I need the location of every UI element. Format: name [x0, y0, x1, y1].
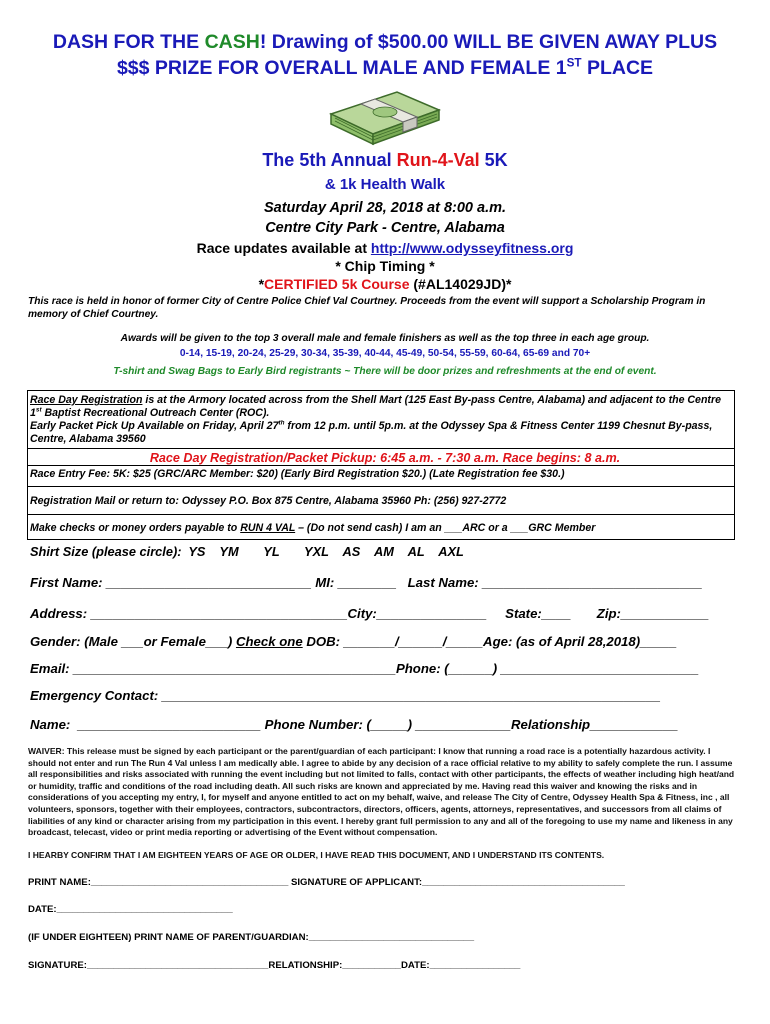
headline-part: $$$ PRIZE FOR OVERALL MALE AND FEMALE 1 [116, 57, 567, 79]
event-location: Centre City Park - Centre, Alabama [265, 220, 505, 236]
headline-cash: CASH [204, 31, 260, 53]
gender-part: Gender: (Male ___or Female___) [30, 634, 236, 649]
event-subtitle: & 1k Health Walk [324, 176, 446, 193]
headline-line-2 [0, 56, 770, 80]
box-divider [27, 448, 735, 449]
race-updates [0, 240, 770, 256]
headline-part: ! Drawing of $500.00 WILL BE GIVEN AWAY PLUS [259, 31, 718, 53]
early-part: Early Packet Pick Up Available on Friday, April 27 [30, 420, 279, 432]
shirt-size-field[interactable]: Shirt Size (please circle): YS YM YL YXL AS AM AL AXL [30, 544, 464, 559]
early-pickup-text [30, 420, 735, 446]
checks-payable [30, 522, 595, 534]
checks-part: Make checks or money orders payable to [30, 522, 241, 534]
title-part: The 5th Annual [262, 150, 397, 170]
title-part: 5K [479, 150, 508, 170]
event-title [0, 150, 770, 171]
entry-fee: Race Entry Fee: 5K: $25 (GRC/ARC Member: $20) (Early Bird Registration $20.) (Late Registration fee $30.) [30, 468, 565, 480]
guardian-name-line[interactable]: (IF UNDER EIGHTEEN) PRINT NAME OF PARENT/GUARDIAN:_______________________________ [28, 932, 475, 943]
headline-line-1 [0, 30, 770, 54]
box-divider [27, 465, 735, 466]
armory-text [30, 394, 735, 420]
gender-check-one: Check one [235, 634, 303, 649]
chip-timing: * Chip Timing * [335, 258, 435, 274]
waiver-confirm: I HEARBY CONFIRM THAT I AM EIGHTEEN YEARS OF AGE OR OLDER, I HAVE READ THIS DOCUMENT, AND I UNDERSTAND ITS CONTENTS. [28, 850, 605, 860]
headline-part: PLACE [581, 57, 654, 79]
headline-sup: ST [566, 56, 582, 70]
checks-part: – (Do not send cash) I am an ___ARC or a ___GRC Member [295, 522, 596, 534]
gender-part: DOB: _______/______/_____Age: (as of April 28,2018)_____ [302, 634, 677, 649]
armory-ul: Race Day Registration [30, 394, 143, 406]
armory-part: Baptist Recreational Outreach Center (ROC). [41, 407, 270, 419]
print-name-line[interactable]: PRINT NAME:_____________________________________ SIGNATURE OF APPLICANT:______________________________________ [28, 877, 625, 888]
race-updates-label: Race updates available at [196, 240, 371, 256]
box-divider [27, 486, 735, 487]
mail-address: Registration Mail or return to: Odyssey P.O. Box 875 Centre, Alabama 35960 Ph: (256) 927-2772 [30, 495, 507, 507]
early-sup: th [278, 419, 285, 427]
address-field[interactable]: Address: ___________________________________City:_______________ State:____ Zip:____________ [30, 606, 709, 621]
cert-part: * [258, 276, 265, 292]
money-stack-icon [327, 84, 443, 146]
age-groups: 0-14, 15-19, 20-24, 25-29, 30-34, 35-39, 40-44, 45-49, 50-54, 55-59, 60-64, 65-69 and 70+ [179, 348, 591, 359]
title-run-4-val: Run-4-Val [396, 150, 480, 170]
email-phone-field[interactable]: Email: ____________________________________________Phone: (______) ___________________________ [30, 661, 699, 676]
headline-part: DASH FOR THE [52, 31, 205, 53]
tshirt-text: T-shirt and Swag Bags to Early Bird registrants ~ There will be door prizes and refreshments at the end of event. [113, 366, 657, 377]
signature-line[interactable]: SIGNATURE:__________________________________RELATIONSHIP:___________DATE:_________________ [28, 960, 521, 971]
event-date: Saturday April 28, 2018 at 8:00 a.m. [263, 200, 507, 216]
name-field[interactable]: First Name: ____________________________ MI: ________ Last Name: ______________________________ [30, 575, 703, 590]
honor-text: This race is held in honor of former City of Centre Police Chief Val Courtney. Proceeds from the event will support a Scholarship Program in memory of Chief Courtney. [28, 296, 706, 320]
emergency-name-field[interactable]: Name: _________________________ Phone Number: (_____) _____________Relationship____________ [30, 717, 679, 732]
packet-pickup: Race Day Registration/Packet Pickup: 6:45 a.m. - 7:30 a.m. Race begins: 8 a.m. [149, 451, 621, 465]
cert-part: (#AL14029JD)* [409, 276, 512, 292]
cert-red: CERTIFIED 5k Course [264, 276, 410, 292]
gender-dob-field[interactable] [30, 634, 677, 649]
race-updates-link[interactable]: http://www.odysseyfitness.org [370, 240, 574, 256]
emergency-contact-field[interactable]: Emergency Contact: ____________________________________________________________________ [30, 688, 661, 703]
box-divider [27, 514, 735, 515]
waiver-text: WAIVER: This release must be signed by each participant or the parent/guardian of each participant: I know that running a road race is a potentially hazardous activity. I should not enter and run The Run 4 Val unless I am medically able. I agree to abide by any decision of a race official relative to my ability to safely complete the run. I assume all responsibilities and risks associated with running the event including but not limited to falls, contact with other participants, the effects of weather including high heat/and or humidity, traffic and conditions of the road including death. All such risks are known and appreciated by me. Having read this waiver and knowing the risks and in considerations of you accepting my entry, I, for myself and anyone entitled to act on my behalf, waive, and release The City of Centre, Odyssey Health Spa & Fitness, inc , all volunteers, sponsors, together with their employees, contractors, subcontractors, directors, officers, agents, attorneys, representatives, and successors from all claims of liabilities of any kind or character arising from my participation in this event. I hereby grant full permission to any and all of the foregoing to use my name and likeness in any broadcast, telecast, video or print media reporting or advertising of the Event without compensation. [28, 746, 735, 838]
armory-part: is at the Armory located across from the Shell Mart (125 East By-pass Centre, Alabama) and adjacent to the Centre 1 [30, 394, 721, 419]
awards-text: Awards will be given to the top 3 overall male and female finishers as well as the top three in each age group. [120, 333, 650, 344]
early-part: from 12 p.m. until 5p.m. at the Odyssey Spa & Fitness Center 1199 Chesnut By-pass, Centre, Alabama 39560 [30, 420, 713, 445]
date-line[interactable]: DATE:_________________________________ [28, 904, 233, 915]
armory-sup: st [35, 406, 42, 414]
certified-course [0, 276, 770, 292]
checks-ul: RUN 4 VAL [240, 522, 296, 534]
